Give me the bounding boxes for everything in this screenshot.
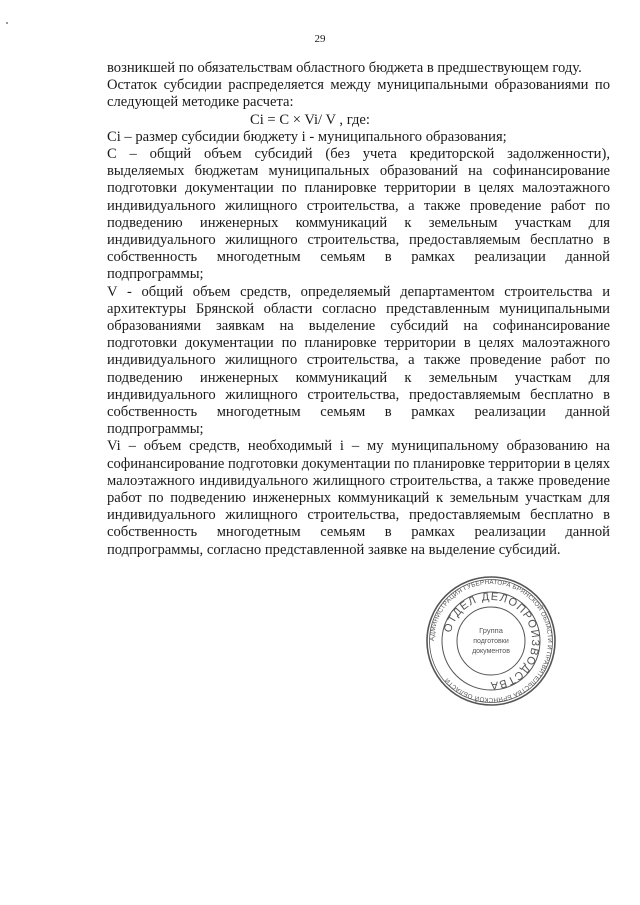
scan-artifact-dot [6,22,8,24]
definition-v: V - общий объем средств, определяемый департаментом строительства и архитектуры Брянской области согласно представленным муниципальными образованиями заявкам на выделение субсидий на софинансирование подготовки документации по планировке территории в целях малоэтажного индивидуального жилищного строительства, а также проведение работ по подведению инженерных коммуникаций к земельным участкам для индивидуального жилищного строительства, предоставляемым бесплатно в собственность многодетным семьям в рамках реализации данной подпрограммы; [107,283,610,438]
formula: Ci = C × Vi/ V , где: [250,111,370,128]
definition-vi: Vi – объем средств, необходимый i – му муниципальному образованию на софинансирование подготовки документации по планировке территории в целях малоэтажного индивидуального жилищного строительства, а также проведение работ по подведению инженерных коммуникаций к земельным участкам для индивидуального жилищного строительства, предоставляемым бесплатно в собственность многодетным семьям в рамках реализации данной подпрограммы, согласно представленной заявке на выделение субсидий. [107,438,610,558]
document-body [107,60,610,559]
definition-c: С – общий объем субсидий (без учета кредиторской задолженности), выделяемых бюджетам муниципальных образований на софинансирование подготовки документации по планировке территории в целях малоэтажного индивидуального жилищного строительства, а также проведение работ по подведению инженерных коммуникаций к земельным участкам для индивидуального жилищного строительства, предоставляемым бесплатно в собственность многодетным семьям в рамках реализации данной подпрограммы; [107,146,610,283]
official-stamp [425,575,557,707]
paragraph-continuation: возникшей по обязательствам областного бюджета в предшествующем году. [107,60,582,76]
definition-ci: Ci – размер субсидии бюджету i - муниципального образования; [107,128,507,145]
paragraph-remainder-intro: Остаток субсидии распределяется между муниципальными образованиями по следующей методике расчета: [107,77,610,111]
stamp-center-line-1: Группа [479,626,503,635]
stamp-center-line-2: подготовки [473,638,509,645]
stamp-center-line-3: документов [472,648,510,655]
stamp-middle-ring-text: ОТДЕЛ ДЕЛОПРОИЗВОДСТВА [441,590,542,692]
page-number: 29 [314,33,326,45]
stamp-outer-ring-text: АДМИНИСТРАЦИЯ ГУБЕРНАТОРА БРЯНСКОЙ ОБЛАСТИ И ПРАВИТЕЛЬСТВА БРЯНСКОЙ ОБЛАСТИ [428,578,554,704]
